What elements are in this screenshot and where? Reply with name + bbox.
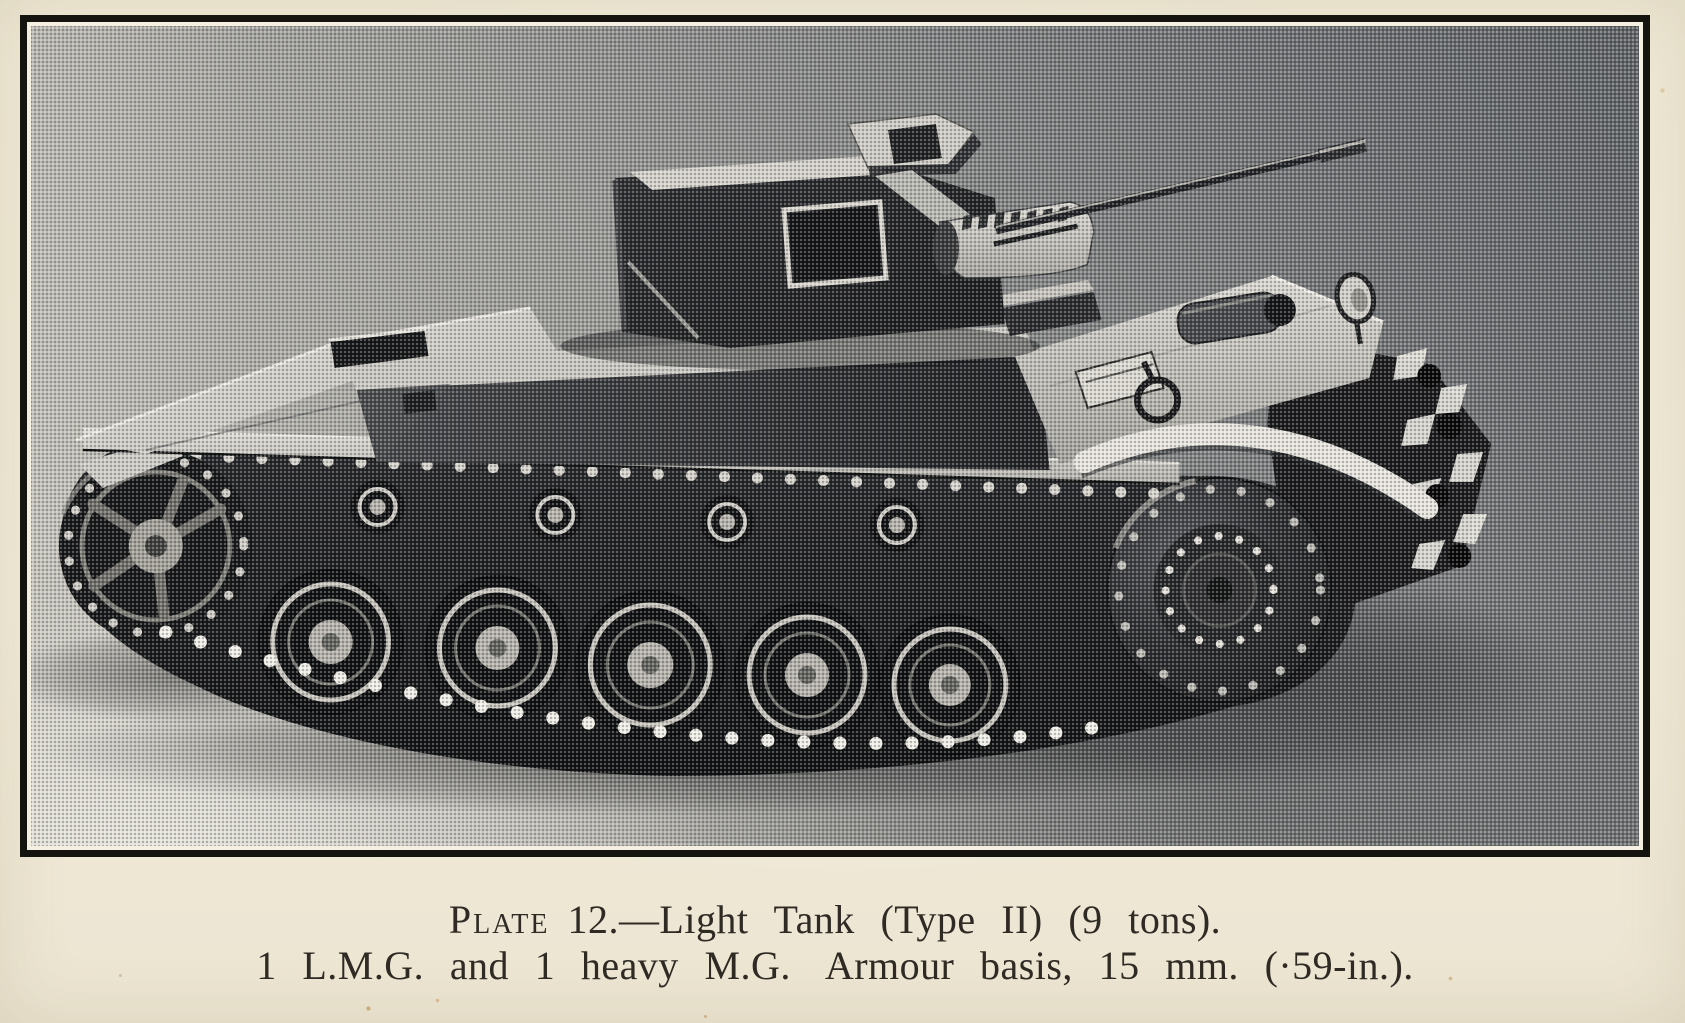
turret-vision-port (784, 202, 886, 286)
caption-armament-text: 1 L.M.G. and 1 heavy M.G. (256, 943, 791, 988)
road-wheel (576, 591, 724, 739)
return-roller (700, 495, 754, 549)
road-wheel (259, 570, 403, 714)
idler-wheel (1108, 478, 1332, 702)
road-wheel (880, 615, 1020, 755)
return-roller (528, 488, 582, 542)
drive-sprocket (59, 449, 253, 643)
periscope (403, 390, 437, 414)
caption-line-2 (20, 943, 1650, 989)
tank-photograph (31, 26, 1639, 846)
road-wheel (735, 603, 879, 747)
paper-specks (0, 0, 1, 1)
caption-armour-text: Armour basis, 15 mm. (·59-in.). (824, 943, 1414, 988)
caption-line-1 (20, 897, 1650, 943)
vent-box (996, 280, 1102, 336)
tank-illustration (31, 26, 1639, 846)
caption-plate-label: Plate (448, 897, 550, 942)
return-roller (870, 498, 924, 552)
cupola-hatch (848, 114, 982, 176)
plate-caption (20, 897, 1650, 989)
return-roller (351, 480, 405, 534)
plate-frame (20, 15, 1650, 857)
caption-line1-text: 12.—Light Tank (Type II) (9 tons). (567, 897, 1222, 942)
